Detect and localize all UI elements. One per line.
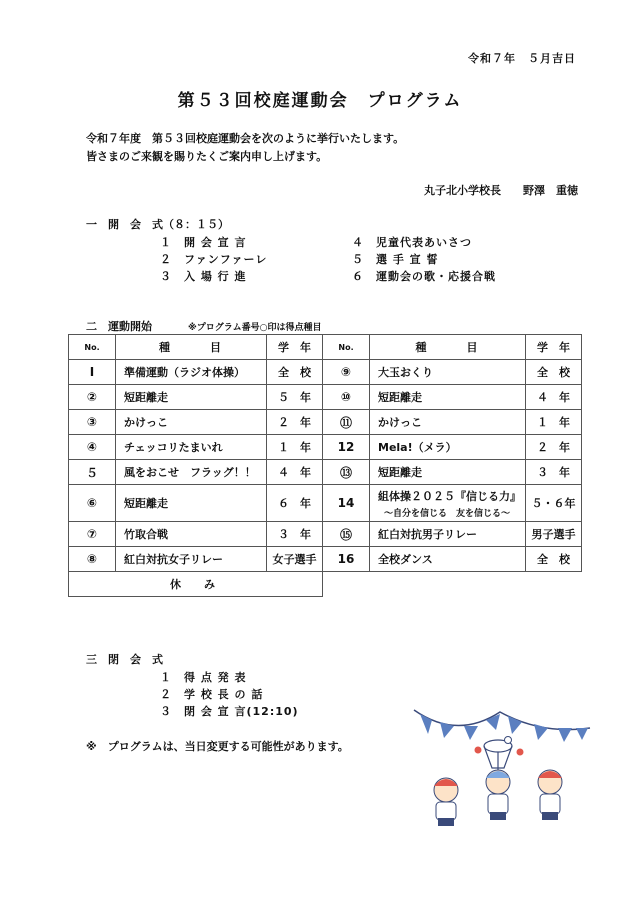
event-name: 紅白対抗男子リレー — [370, 522, 526, 547]
event-name: 短距離走 — [370, 460, 526, 485]
bunting-flags-icon — [420, 714, 588, 742]
principal-signature: 丸子北小学校長 野澤 重徳 — [424, 184, 578, 197]
header-no: No. — [69, 335, 116, 360]
event-grade: ４ 年 — [526, 385, 582, 410]
closing-item: １ 得 点 発 表 — [160, 671, 247, 684]
page-title: 第５３回校庭運動会 プログラム — [177, 91, 463, 111]
event-number: ⑧ — [69, 547, 116, 572]
event-name: 風をおこせ フラッグ！！ — [116, 460, 267, 485]
opening-item: ５ 選 手 宣 誓 — [352, 253, 439, 266]
event-name: 短距離走 — [370, 385, 526, 410]
event-number: 12 — [323, 435, 370, 460]
event-number: ⑪ — [323, 410, 370, 435]
child-right-icon — [538, 770, 562, 820]
document-date: 令和７年 ５月吉日 — [468, 52, 576, 65]
event-grade: 全 校 — [267, 360, 323, 385]
event-name: 竹取合戦 — [116, 522, 267, 547]
event-grade: ５・６年 — [526, 485, 582, 522]
header-grade: 学 年 — [526, 335, 582, 360]
event-grade: ４ 年 — [267, 460, 323, 485]
break-label: 休 み — [69, 572, 323, 597]
header-grade: 学 年 — [267, 335, 323, 360]
child-left-icon — [434, 778, 458, 826]
event-name: チェッコリたまいれ — [116, 435, 267, 460]
event-number: 14 — [323, 485, 370, 522]
event-number: ⑩ — [323, 385, 370, 410]
table-row-break — [69, 572, 582, 597]
intro-paragraph — [86, 130, 404, 166]
header-event: 種 目 — [370, 335, 526, 360]
event-number: ⑦ — [69, 522, 116, 547]
event-name: 準備運動（ラジオ体操） — [116, 360, 267, 385]
bunting-string-icon — [414, 710, 590, 730]
event-number: ④ — [69, 435, 116, 460]
opening-item: ６ 運動会の歌・応援合戦 — [352, 270, 496, 283]
header-event: 種 目 — [116, 335, 267, 360]
event-number: ⑨ — [323, 360, 370, 385]
event-grade: ２ 年 — [526, 435, 582, 460]
event-name-cell — [370, 485, 526, 522]
event-grade: 全 校 — [526, 360, 582, 385]
event-name: 全校ダンス — [370, 547, 526, 572]
opening-list-left — [160, 234, 267, 285]
event-grade: ５ 年 — [267, 385, 323, 410]
table-row — [69, 435, 582, 460]
events-heading: 二 運動開始 — [86, 320, 152, 333]
event-grade: 女子選手 — [267, 547, 323, 572]
program-table — [68, 334, 582, 597]
event-name: 短距離走 — [116, 385, 267, 410]
table-row — [69, 385, 582, 410]
event-grade: 全 校 — [526, 547, 582, 572]
intro-line: 令和７年度 第５３回校庭運動会を次のように挙行いたします。 — [86, 132, 405, 145]
event-grade: ２ 年 — [267, 410, 323, 435]
event-name: 大玉おくり — [370, 360, 526, 385]
event-name: かけっこ — [370, 410, 526, 435]
closing-list — [160, 669, 299, 720]
event-grade: １ 年 — [267, 435, 323, 460]
event-name: Mela!（メラ） — [370, 435, 526, 460]
event-name: 短距離走 — [116, 485, 267, 522]
event-number: ② — [69, 385, 116, 410]
event-number: Ⅰ — [69, 360, 116, 385]
opening-item: １ 開 会 宣 言 — [160, 236, 247, 249]
table-row — [69, 410, 582, 435]
event-subtitle: ～自分を信じる 友を信じる～ — [384, 508, 511, 519]
closing-heading: 三 閉 会 式 — [86, 653, 163, 666]
event-grade: ６ 年 — [267, 485, 323, 522]
table-row — [69, 547, 582, 572]
closing-item: ２ 学 校 長 の 話 — [160, 688, 264, 701]
child-center-icon — [486, 770, 510, 820]
header-no: No. — [323, 335, 370, 360]
opening-item: ３ 入 場 行 進 — [160, 270, 247, 283]
footer-note: ※ プログラムは、当日変更する可能性があります。 — [86, 740, 349, 753]
event-grade: 男子選手 — [526, 522, 582, 547]
event-number: ⑬ — [323, 460, 370, 485]
event-number: ⑥ — [69, 485, 116, 522]
event-name: 組体操２０２５『信じる力』 — [378, 489, 521, 503]
opening-item: ２ ファンファーレ — [160, 253, 268, 266]
blank-cell — [323, 572, 582, 597]
event-number: 16 — [323, 547, 370, 572]
event-number: ⑮ — [323, 522, 370, 547]
scoring-note: ※プログラム番号○印は得点種目 — [188, 323, 322, 333]
table-header-row — [69, 335, 582, 360]
table-row — [69, 485, 582, 522]
event-name: 紅白対抗女子リレー — [116, 547, 267, 572]
opening-heading: 一 開 会 式（８：１５） — [86, 218, 229, 231]
event-number: ５ — [69, 460, 116, 485]
table-row — [69, 522, 582, 547]
intro-line: 皆さまのご来観を賜りたくご案内申し上げます。 — [86, 150, 328, 163]
event-grade: １ 年 — [526, 410, 582, 435]
sports-day-illustration — [412, 690, 592, 840]
event-grade: ３ 年 — [267, 522, 323, 547]
event-name: かけっこ — [116, 410, 267, 435]
closing-item: ３ 閉 会 宣 言(12:10) — [160, 705, 299, 718]
table-row — [69, 460, 582, 485]
event-number: ③ — [69, 410, 116, 435]
opening-item: ４ 児童代表あいさつ — [352, 236, 472, 249]
event-grade: ３ 年 — [526, 460, 582, 485]
table-row — [69, 360, 582, 385]
balls-icon — [475, 737, 524, 756]
opening-list-right — [352, 234, 496, 285]
